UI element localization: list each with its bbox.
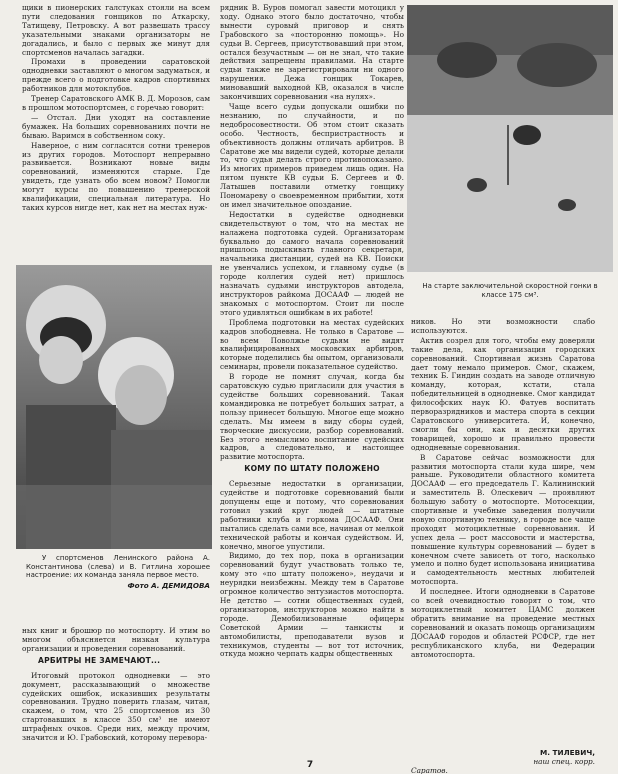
caption-text: У спортсменов Ленинского района А. Константинова (слева) и В. Гитлина хорошее настроение: их команда заняла первое место.: [26, 554, 210, 580]
section-heading: АРБИТРЫ НЕ ЗАМЕЧАЮТ...: [38, 655, 161, 665]
paragraph: Видимо, до тех пор, пока в организации соревнований будут участвовать только те, кому это «по штату положено», неудачи и неурядки неизбежны. Между тем в Саратове огромное количество энтузиастов мотоспорта. Не детство — сотни общественных судей, организаторов, инструкторов можно найти в городе. Демобилизованные офицеры Советской Армии — танкисты и автомобилисты, преподаватели вузов и техникумов, студенты — вот тот источник, откуда можно черпать кадры общественных: [220, 551, 404, 659]
photo-race-start: [407, 5, 613, 272]
paragraph: Серьезные недостатки в организации, судействе и подготовке соревнований были допущены еще и потому, что соревнования готовил узкий круг людей — штатные работники клуба и горкома ДОСААФ. Они пытались сделать сами все, начиная от мелкой технической работы и кончая судейством. И, конечно, многое упустили.: [220, 479, 404, 551]
dateline-city: Саратов.: [411, 766, 448, 774]
column-1-bottom: [22, 627, 210, 765]
author-signature: [411, 748, 595, 774]
paragraph: ных книг и брошюр по мотоспорту. И этим во многом объясняется низкая культура организации и проведения соревнований.: [22, 627, 210, 653]
author-name: М. ТИЛЕВИЧ,: [539, 748, 595, 757]
author-role: наш спец. корр.: [533, 757, 595, 766]
paragraph: Проблема подготовки на местах судейских кадров злободневна. Не только в Саратове — во всем Поволжье судьям не видят квалифицированных московских арбитров, которые поделились бы опытом, организовали семинары, провели показательное судейство.: [220, 317, 404, 372]
section-heading: КОМУ ПО ШТАТУ ПОЛОЖЕНО: [244, 464, 380, 474]
paragraph: рядник В. Буров помогал завести мотоцикл у ходу. Однако этого было достаточно, чтобы вынести суровый приговор и снять Грабовского за «посторонню помощь». Но судьи В. Сергеев, присутствовавший при этом, остался безучастным — он не знал, что такие действия запрещены правилами. На старте судьи также не зарегистрировали ни одного нарушения. Дежа гонщик Токарев, миновавший выходной КВ, оказался в числе закончивших соревнования «на нулях».: [220, 4, 404, 102]
photo-riders-helmets: [16, 265, 212, 549]
paragraph: — Отстал. Дни уходят на составление бумажек. На больших соревнованиях почти не бываю. Варимся в собственном соку.: [22, 112, 210, 140]
paragraph: Наверное, с ним согласятся сотни тренеров из других городов. Мотоспорт непрерывно развивается. Возникают новые виды соревнований, изменяются старые. Где увидеть, где узнать обо всем новом? Помогли могут курсы по повышению тренерской квалификации, специальная литература. Но таких курсов нигде нет, как нет на местах нуж-: [22, 140, 210, 212]
paragraph: ников. Но эти возможности слабо используются.: [411, 318, 595, 335]
photo-caption: [26, 554, 210, 590]
paragraph: Итоговый протокол однодневки — это документ, рассказывающий о множестве судейских ошибок, исказивших результаты соревнования. Трудно поверить глазам, читая, скажем, о том, что 25 спортсменов из 30 стартовавших в классе 350 см³ не имеют штрафных очков. Среди них, между прочим, значится и Ю. Грабовский, которому перевора-: [22, 670, 210, 743]
paragraph: В городе не помнят случая, когда бы саратовскую судью пригласили для участия в судействе больших соревнований. Такая командировка не потребует больших затрат, а пользу принесет большую. Многое еще можно сделать. Мы имеем в виду сборы судей, творческие дискуссии, разбор соревнований. Без этого немыслимо воспитание судейских кадров, а следовательно, и настоящее развитие мотоспорта.: [220, 372, 404, 462]
column-2: [220, 4, 404, 764]
photo-caption: На старте заключительной скоростной гонки в классе 175 см³.: [422, 282, 598, 299]
paragraph: Тренер Саратовского АМК В. Д. Морозов, сам в прошлом мотоспортсмен, с горечью говорит:: [22, 94, 210, 112]
column-3: [411, 318, 595, 748]
paragraph: И последнее. Итоги однодневки в Саратове со всей очевидностью говорят о том, что мотоциклетный комитет ЦАМС должен обратить внимание на проведение местных соревнований и оказать помощь организациям ДОСААФ городов и областей РСФСР, где нет республиканского клуба, ни Федерации автомотоспорта.: [411, 587, 595, 659]
paragraph: Актив созрел для того, чтобы ему доверяли такие дела, как организация городских соревнований. Спортивная жизнь Саратова дает тому немало примеров. Смог, скажем, техник Б. Гиндин создать на заводе отличную команду, которая, кстати, стала победительницей в однодневке. Смог кандидат философских наук Ю. Фатуев воспитать перворазрядников и мастера спорта в секции Саратовского университета. И, конечно, смогли бы они, как и десятки других товарищей, хорошо и правильно провести однодневные соревнования.: [411, 335, 595, 452]
paragraph: Промахи в проведении саратовской однодневки заставляют о многом задуматься, и прежде всего о подготовке кадров спортивных работников для мотоклубов.: [22, 57, 210, 94]
paragraph: Недостатки в судействе однодневки свидетельствуют о том, что на местах не налажена подготовка судей. Организаторам буквально до самого начала соревнований пришлось подыскивать главного секретаря, начальника дистанции, судей на КВ. Поиски не увенчались успехом, и главному судье (в городе коллегия судей нет) пришлось назначать судьями инструкторов автодела, инструкторов райкома ДОСААФ — людей не знакомых с мотоспортом. Стоит ли после этого удивляться ошибкам в их работе!: [220, 209, 404, 317]
paragraph: Чаще всего судьи допускали ошибки по незнанию, по случайности, и по недобросовестности. Об этом стоит сказать особо. Честность, беспристрастность и объективность должны отличать арбитров. В Саратове же мы видели судей, которые делали то, что судья делать строго противопоказано. Из многих примеров приведем лишь один. На пятом пункте КВ судьи Б. Сергеев и Ф. Латышев поставили отметку гонщику Пономареву о своевременном прибытии, хотя он имел значительное опоздание.: [220, 101, 404, 209]
column-1-top: [22, 4, 210, 260]
paragraph: щики в пионерских галстуках стояли на всем пути следования гонщиков по Аткарску, Татищеву, Петровску. А вот развешать трассу указательными знаками организаторы не догадались, и было с первых же минут для спортсменов началась загадки.: [22, 4, 210, 57]
photo-credit: Фото А. ДЕМИДОВА: [127, 580, 210, 590]
paragraph: В Саратове сейчас возможности для развития мотоспорта стали куда шире, чем раньше. Руководители областного комитета ДОСААФ — его председатель Г. Калининский и заместитель В. Олескевич — проявляют большую заботу о мотоспорте. Мотосекции, спортивные и учебные заведения получили новую спортивную технику, в городе все чаще проходят мотоциклетные соревнования. И успех дела — рост массовости и мастерства, повышение культуры соревнований — будет в конечном счете зависеть от того, насколько умело и полно будет использована инициатива и самодеятельность местных любителей мотоспорта.: [411, 452, 595, 587]
page-number: 7: [306, 760, 314, 770]
